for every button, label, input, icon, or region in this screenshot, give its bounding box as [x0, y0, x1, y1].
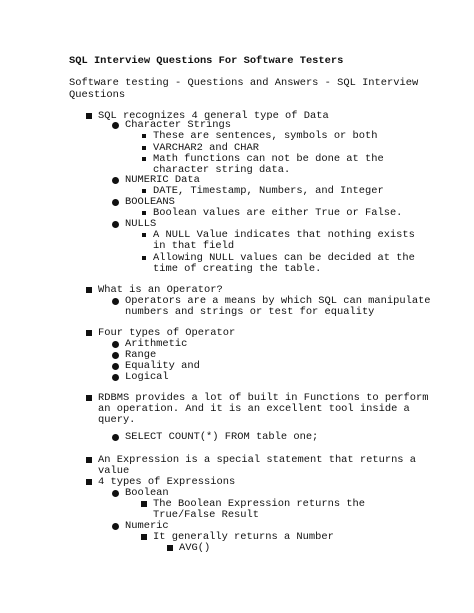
- round-bullet-icon: [112, 221, 119, 228]
- square-bullet-icon: [141, 501, 147, 507]
- round-bullet-icon: [112, 434, 119, 441]
- small-square-bullet-icon: [142, 211, 146, 215]
- booleans-detail: Boolean values are either True or False.: [153, 207, 403, 219]
- round-bullet-icon: [112, 177, 119, 184]
- nulls-detail-1: A NULL Value indicates that nothing exists: [153, 229, 415, 241]
- square-bullet-icon: [86, 395, 92, 401]
- round-bullet-icon: [112, 490, 119, 497]
- round-bullet-icon: [112, 122, 119, 129]
- document-title: SQL Interview Questions For Software Testers: [69, 55, 344, 67]
- numeric-expression-item: Numeric: [125, 520, 169, 532]
- cs-detail-3-cont: character string data.: [153, 164, 291, 176]
- operator-types-heading: Four types of Operator: [98, 327, 236, 339]
- small-square-bullet-icon: [142, 146, 146, 150]
- rdbms-line-2: an operation. And it is an excellent tool inside a: [98, 403, 410, 415]
- rdbms-line-1: RDBMS provides a lot of built in Functions to perform: [98, 392, 429, 404]
- operator-type-equality: Equality and: [125, 360, 200, 372]
- round-bullet-icon: [112, 199, 119, 206]
- round-bullet-icon: [112, 341, 119, 348]
- square-bullet-icon: [86, 457, 92, 463]
- cs-detail-3: Math functions can not be done at the: [153, 153, 384, 165]
- character-strings-item: Character Strings: [125, 119, 232, 131]
- boolean-desc-2: True/False Result: [153, 509, 260, 521]
- expression-types-heading: 4 types of Expressions: [98, 476, 236, 488]
- operator-type-arithmetic: Arithmetic: [125, 338, 188, 350]
- small-square-bullet-icon: [142, 134, 146, 138]
- square-bullet-icon: [86, 479, 92, 485]
- small-square-bullet-icon: [142, 157, 146, 161]
- nulls-detail-1-cont: in that field: [153, 240, 235, 252]
- nulls-item: NULLS: [125, 218, 157, 230]
- square-bullet-icon: [167, 545, 173, 551]
- nulls-detail-2-cont: time of creating the table.: [153, 263, 322, 275]
- small-square-bullet-icon: [142, 233, 146, 237]
- round-bullet-icon: [112, 352, 119, 359]
- square-bullet-icon: [86, 113, 92, 119]
- operator-answer-1: Operators are a means by which SQL can manipulate: [125, 295, 431, 307]
- round-bullet-icon: [112, 374, 119, 381]
- select-count-example: SELECT COUNT(*) FROM table one;: [125, 431, 319, 443]
- booleans-item: BOOLEANS: [125, 196, 175, 208]
- square-bullet-icon: [86, 330, 92, 336]
- numeric-detail: DATE, Timestamp, Numbers, and Integer: [153, 185, 384, 197]
- small-square-bullet-icon: [142, 189, 146, 193]
- numeric-desc: It generally returns a Number: [153, 531, 334, 543]
- cs-detail-2: VARCHAR2 and CHAR: [153, 142, 260, 154]
- small-square-bullet-icon: [142, 256, 146, 260]
- round-bullet-icon: [112, 523, 119, 530]
- subtitle-line-1: Software testing - Questions and Answers - SQL Interview: [69, 77, 419, 89]
- square-bullet-icon: [86, 287, 92, 293]
- square-bullet-icon: [141, 534, 147, 540]
- operator-question: What is an Operator?: [98, 284, 223, 296]
- data-types-heading: SQL recognizes 4 general type of Data: [98, 110, 329, 122]
- cs-detail-1: These are sentences, symbols or both: [153, 130, 378, 142]
- subtitle-line-2: Questions: [69, 89, 126, 101]
- boolean-desc-1: The Boolean Expression returns the: [153, 498, 366, 510]
- expression-line-1: An Expression is a special statement that returns a: [98, 454, 417, 466]
- expression-line-2: value: [98, 465, 130, 477]
- round-bullet-icon: [112, 298, 119, 305]
- nulls-detail-2: Allowing NULL values can be decided at the: [153, 252, 415, 264]
- operator-answer-2: numbers and strings or test for equality: [125, 306, 375, 318]
- operator-type-logical: Logical: [125, 371, 169, 383]
- numeric-data-item: NUMERIC Data: [125, 174, 200, 186]
- boolean-expression-item: Boolean: [125, 487, 169, 499]
- operator-type-range: Range: [125, 349, 157, 361]
- round-bullet-icon: [112, 363, 119, 370]
- rdbms-line-3: query.: [98, 414, 136, 426]
- avg-function: AVG(): [179, 542, 211, 554]
